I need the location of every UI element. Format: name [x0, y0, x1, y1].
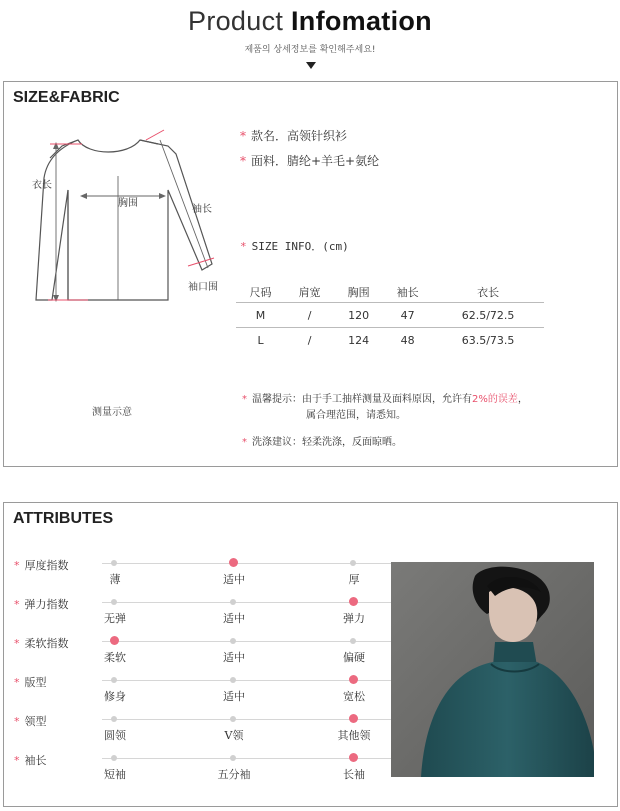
diagram-label-sleeve: 袖长 [192, 204, 212, 215]
attribute-dot-selected [349, 597, 358, 606]
star-bullet-icon: * [240, 154, 246, 168]
fabric-line [240, 152, 379, 169]
table-cell: L [257, 333, 264, 347]
product-name-line [240, 127, 347, 144]
model-photo-svg [391, 562, 594, 777]
diagram-label-cuff: 袖口围 [188, 282, 218, 293]
attribute-option: 宽松 [343, 690, 365, 703]
attribute-row [14, 596, 394, 634]
table-cell: 120 [334, 303, 383, 328]
tip-suffix: ， [517, 394, 528, 405]
product-name-text: 款名．高领针织衫 [251, 129, 348, 143]
size-table-header: 胸围 [334, 281, 383, 303]
star-bullet-icon: * [240, 240, 247, 253]
star-bullet-icon: * [14, 754, 20, 767]
attribute-option: 五分袖 [217, 768, 251, 781]
size-fabric-heading: SIZE&FABRIC [13, 89, 120, 106]
tip-prefix: 温馨提示：由于手工抽样测量及面料原因，允许有 [252, 394, 472, 405]
table-cell: 63.5/73.5 [461, 333, 515, 347]
tip-highlight: 2%的误差 [472, 394, 518, 405]
wash-advice [242, 435, 402, 451]
page-title [0, 6, 620, 37]
title-light: Product [188, 6, 284, 36]
attribute-label [14, 596, 69, 612]
size-table-header-row [236, 281, 544, 303]
table-cell: 124 [348, 333, 370, 347]
attribute-row [14, 713, 394, 751]
table-cell: / [307, 333, 312, 347]
diagram-label-length: 衣长 [32, 180, 52, 191]
attribute-dot [111, 677, 117, 683]
attribute-dot [350, 560, 356, 566]
attribute-option: 适中 [223, 690, 245, 703]
size-table [236, 281, 544, 352]
attribute-dot [111, 599, 117, 605]
attribute-dot [350, 638, 356, 644]
star-bullet-icon: * [242, 437, 247, 448]
attribute-option: 偏硬 [343, 651, 365, 664]
attributes-heading: ATTRIBUTES [13, 510, 114, 527]
title-bold: Infomation [290, 6, 432, 36]
attribute-dot-selected [229, 558, 238, 567]
attribute-option: 弹力 [343, 612, 365, 625]
size-table-header: 肩宽 [285, 281, 334, 303]
wash-text: 洗涤建议：轻柔洗涤，反面晾晒。 [252, 437, 402, 448]
attribute-dot [111, 560, 117, 566]
attribute-dot-selected [349, 753, 358, 762]
attribute-option: 薄 [109, 573, 121, 586]
star-bullet-icon: * [14, 715, 20, 728]
attribute-option: 无弹 [104, 612, 126, 625]
attribute-row [14, 752, 394, 790]
star-bullet-icon: * [14, 559, 20, 572]
attribute-option: 适中 [223, 651, 245, 664]
diagram-label-chest: 胸围 [118, 198, 138, 209]
attribute-row [14, 557, 394, 595]
attribute-dot-selected [349, 675, 358, 684]
attribute-dot [111, 755, 117, 761]
diagram-caption: 测量示意 [92, 407, 132, 418]
attribute-label [14, 557, 69, 573]
size-info-text: SIZE INFO．(cm) [251, 240, 349, 253]
attribute-option: 长袖 [343, 768, 365, 781]
size-table-header: 衣长 [432, 281, 544, 303]
attribute-option: 适中 [223, 612, 245, 625]
attribute-dot-selected [110, 636, 119, 645]
size-table-header: 袖长 [383, 281, 432, 303]
measure-tip [242, 392, 528, 424]
attribute-dot [230, 755, 236, 761]
attribute-option: 其他领 [337, 729, 371, 742]
star-bullet-icon: * [14, 598, 20, 611]
attribute-label-text: 版型 [24, 676, 47, 689]
attribute-label [14, 752, 47, 768]
attribute-label [14, 713, 47, 729]
attribute-option: 圆领 [104, 729, 126, 742]
attribute-label-text: 柔软指数 [24, 637, 69, 650]
attribute-label-text: 袖长 [24, 754, 47, 767]
size-table-header: 尺码 [236, 281, 285, 303]
attribute-option: V领 [224, 729, 244, 742]
star-bullet-icon: * [14, 676, 20, 689]
table-cell: 48 [400, 333, 415, 347]
attribute-option: 适中 [223, 573, 245, 586]
attribute-label-text: 厚度指数 [24, 559, 69, 572]
down-arrow-icon [306, 62, 316, 69]
attribute-dot [230, 677, 236, 683]
attribute-option: 修身 [104, 690, 126, 703]
attribute-option: 短袖 [104, 768, 126, 781]
table-cell: M [236, 303, 285, 328]
attribute-dot [230, 716, 236, 722]
attribute-option: 柔软 [104, 651, 126, 664]
attribute-label [14, 674, 47, 690]
product-photo [391, 562, 594, 777]
table-row [236, 328, 544, 353]
table-cell: 47 [383, 303, 432, 328]
page-subtitle: 제품의 상세정보를 확인해주세요! [244, 45, 376, 55]
attribute-dot [111, 716, 117, 722]
fabric-text: 面料．腈纶+羊毛+氨纶 [251, 154, 380, 168]
table-row [236, 303, 544, 328]
table-cell: / [285, 303, 334, 328]
garment-measure-diagram [18, 118, 228, 318]
star-bullet-icon: * [242, 394, 247, 405]
size-info-line [240, 238, 349, 254]
table-cell: 62.5/72.5 [432, 303, 544, 328]
attribute-dot-selected [349, 714, 358, 723]
attribute-dot [230, 599, 236, 605]
star-bullet-icon: * [14, 637, 20, 650]
attribute-row [14, 674, 394, 712]
attribute-label-text: 领型 [24, 715, 47, 728]
tip-line2: 属合理范围，请悉知。 [306, 410, 406, 421]
attribute-row [14, 635, 394, 673]
attribute-dot [230, 638, 236, 644]
attribute-label-text: 弹力指数 [24, 598, 69, 611]
attribute-option: 厚 [348, 573, 360, 586]
attribute-label [14, 635, 69, 651]
star-bullet-icon: * [240, 129, 246, 143]
